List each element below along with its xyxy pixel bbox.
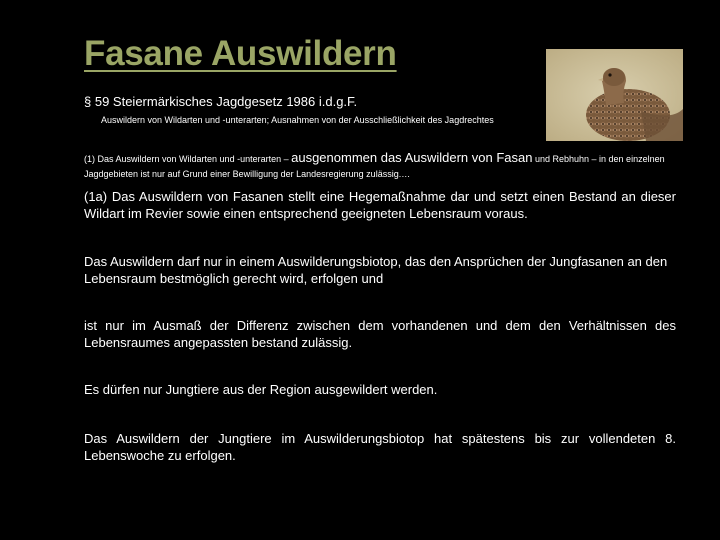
paragraph-lebenswoche: Das Auswildern der Jungtiere im Auswilderungsbiotop hat spätestens bis zur vollendeten 8. Lebenswoche zu erfolgen. — [84, 431, 676, 463]
paragraph-1-start: (1) Das Auswildern von Wildarten und -unterarten – — [84, 154, 292, 164]
paragraph-1 — [84, 150, 684, 182]
slide-title: Fasane Auswildern — [84, 34, 397, 73]
pheasant-photo — [546, 49, 683, 141]
law-reference: § 59 Steiermärkisches Jagdgesetz 1986 i.d.g.F. — [84, 94, 358, 109]
paragraph-region: Es dürfen nur Jungtiere aus der Region ausgewildert werden. — [84, 382, 438, 397]
paragraph-1-emphasis: ausgenommen das Auswildern von Fasan — [291, 150, 533, 165]
section-heading: Auswildern von Wildarten und -unterarten; Ausnahmen von der Ausschließlichkeit des Jagdrechtes — [101, 115, 494, 125]
paragraph-1a: (1a) Das Auswildern von Fasanen stellt eine Hegemaßnahme dar und setzt einen Bestand an dieser Wildart im Revier sowie einen entsprechend geeigneten Lebensraum voraus. — [84, 189, 676, 221]
pheasant-image — [546, 49, 683, 141]
paragraph-biotop: Das Auswildern darf nur in einem Auswilderungsbiotop, das den Ansprüchen der Jungfasanen an den Lebensraum bestmöglich gerecht wird, erfolgen und — [84, 254, 668, 286]
paragraph-1-end: und Rebhuhn – in den einzelnen Jagdgebieten ist nur auf Grund einer Bewilligung der Landesregierung zulässig.… — [84, 154, 665, 179]
paragraph-ausmass: ist nur im Ausmaß der Differenz zwischen dem vorhandenen und dem den Verhältnissen des Lebensraumes angepassten bestand zulässig. — [84, 318, 676, 350]
